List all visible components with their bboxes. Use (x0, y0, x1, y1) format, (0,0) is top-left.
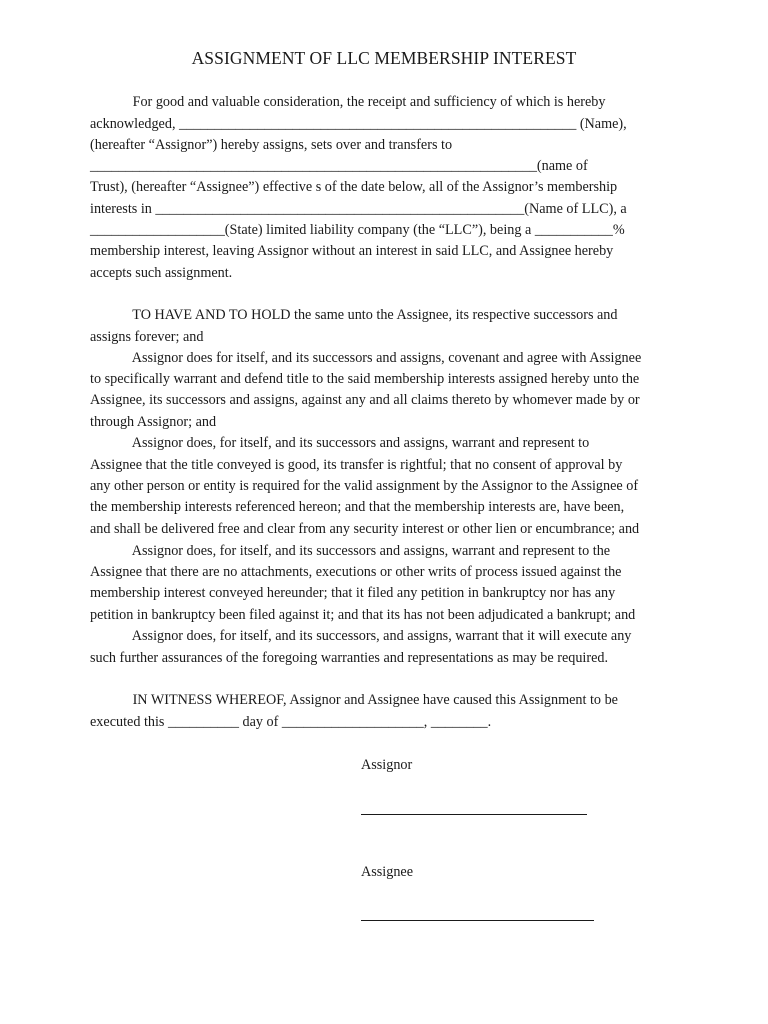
body-line: membership interest conveyed hereunder; that it filed any petition in bankruptcy nor has any (90, 585, 616, 601)
body-line: IN WITNESS WHEREOF, Assignor and Assignee have caused this Assignment to be (90, 692, 618, 708)
body-line: acknowledged, ________________________________________________________ (Name), (90, 116, 627, 132)
document-title: ASSIGNMENT OF LLC MEMBERSHIP INTEREST (191, 48, 577, 68)
assignor-signature-line (361, 814, 587, 815)
body-line: petition in bankruptcy been filed against it; and that its has not been adjudicated a bankrupt; and (90, 607, 636, 623)
body-line: For good and valuable consideration, the receipt and sufficiency of which is hereby (90, 94, 606, 110)
body-line: executed this __________ day of ____________________, ________. (90, 714, 492, 730)
body-line: Assignor does for itself, and its successors and assigns, covenant and agree with Assignee (90, 350, 642, 366)
body-line: any other person or entity is required for the valid assignment by the Assignor to the Assignee of (90, 478, 639, 494)
body-line: TO HAVE AND TO HOLD the same unto the Assignee, its respective successors and (90, 307, 618, 323)
body-line: assigns forever; and (90, 329, 204, 345)
assignee-signature-line (361, 920, 594, 921)
assignee-label: Assignee (361, 864, 414, 880)
body-line: Assignee that the title conveyed is good, its transfer is rightful; that no consent of approval by (90, 457, 623, 473)
body-line: Trust), (hereafter “Assignee”) effective s of the date below, all of the Assignor’s membership (90, 179, 618, 195)
body-line: ___________________(State) limited liability company (the “LLC”), being a ___________% (90, 222, 625, 238)
body-line: Assignor does, for itself, and its successors, and assigns, warrant that it will execute any (90, 628, 632, 644)
body-line: interests in ____________________________________________________(Name of LLC), a (90, 201, 627, 217)
body-line: membership interest, leaving Assignor without an interest in said LLC, and Assignee hereby (90, 243, 614, 259)
body-line: and shall be delivered free and clear from any security interest or other lien or encumbrance; and (90, 521, 640, 537)
body-line: the membership interests referenced hereon; and that the membership interests are, have been, (90, 499, 625, 515)
body-line: accepts such assignment. (90, 265, 233, 281)
body-line: through Assignor; and (90, 414, 217, 430)
body-line: such further assurances of the foregoing warranties and representations as may be required. (90, 650, 609, 666)
body-line: to specifically warrant and defend title to the said membership interests assigned hereby unto the (90, 371, 640, 387)
body-line: (hereafter “Assignor”) hereby assigns, sets over and transfers to (90, 137, 453, 153)
body-line: Assignor does, for itself, and its successors and assigns, warrant and represent to the (90, 543, 611, 559)
assignor-label: Assignor (361, 757, 413, 773)
body-line: Assignee that there are no attachments, executions or other writs of process issued against the (90, 564, 622, 580)
body-line: _______________________________________________________________(name of (90, 158, 588, 174)
body-line: Assignee, its successors and assigns, against any and all claims thereto by whomever made by or (90, 392, 640, 408)
body-line: Assignor does, for itself, and its successors and assigns, warrant and represent to (90, 435, 590, 451)
